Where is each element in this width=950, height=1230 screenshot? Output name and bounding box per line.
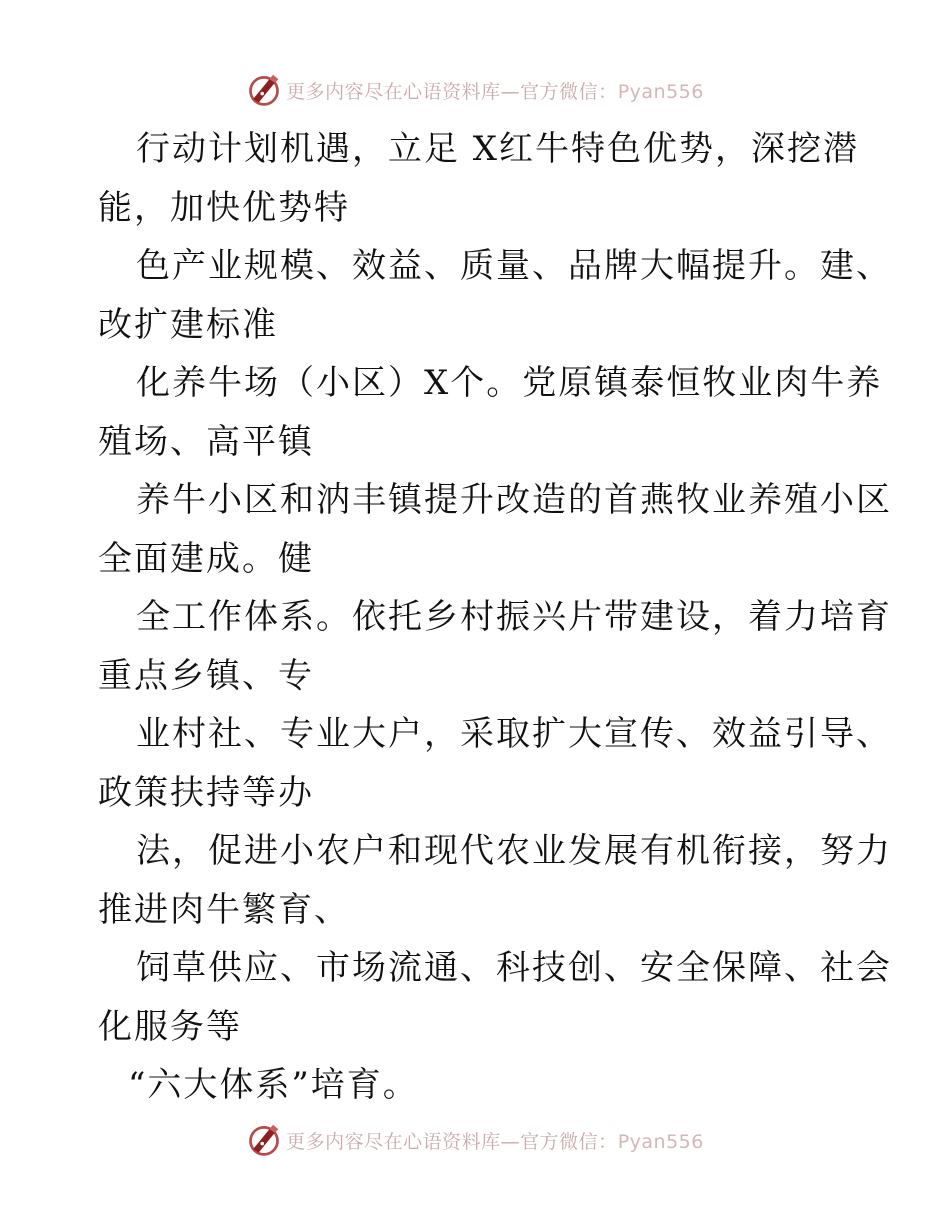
paragraph-line: 化养牛场（小区）X个。党原镇泰恒牧业肉牛养 [136,363,883,403]
paragraph-9 [98,1056,858,1115]
watermark-banner-top [0,70,950,110]
watermark-official-text: 官方微信： [520,80,618,103]
paragraph-line: “六大体系”培育。 [128,1065,419,1105]
watermark-separator: — [500,80,521,103]
paragraph-line: 改扩建标准 [98,304,278,345]
watermark-wechat-id: Pyan556 [617,1130,704,1153]
paragraph-1 [98,120,858,237]
watermark-separator: — [500,1130,521,1153]
paragraph-line: 殖场、高平镇 [98,421,314,462]
paragraph-line: 色产业规模、效益、质量、品牌大幅提升。建、 [136,246,892,286]
paragraph-line: 法，促进小农户和现代农业发展有机衔接，努力 [136,831,892,871]
paragraph-line: 业村社、专业大户，采取扩大宣传、效益引导、 [136,714,892,754]
pen-nib-logo-icon [246,1122,282,1158]
paragraph-6 [98,705,892,822]
paragraph-line: 重点乡镇、专 [98,655,314,696]
watermark-text [286,77,704,104]
watermark-text [286,1127,704,1154]
paragraph-line: 推进肉牛繁育、 [98,889,350,930]
watermark-site-text: 更多内容尽在心语资料库 [286,1130,501,1153]
paragraph-line: 全工作体系。依托乡村振兴片带建设，着力培育 [136,597,892,637]
paragraph-line: 行动计划机遇，立足 X红牛特色优势，深挖潜 [136,129,860,169]
watermark-official-text: 官方微信： [520,1130,618,1153]
paragraph-8 [98,939,892,1056]
paragraph-line: 化服务等 [98,1006,242,1047]
paragraph-5 [98,588,892,705]
watermark-banner-bottom [0,1120,950,1160]
paragraph-line: 全面建成。健 [98,538,314,579]
paragraph-line: 饲草供应、市场流通、科技创、安全保障、社会 [136,948,892,988]
paragraph-line: 政策扶持等办 [98,772,314,813]
watermark-site-text: 更多内容尽在心语资料库 [286,80,501,103]
watermark-wechat-id: Pyan556 [617,80,704,103]
paragraph-7 [98,822,892,939]
paragraph-line: 能，加快优势特 [98,187,350,228]
paragraph-4 [98,471,892,588]
paragraph-line: 养牛小区和汭丰镇提升改造的首燕牧业养殖小区 [136,480,892,520]
pen-nib-logo-icon [246,72,282,108]
document-body [98,120,892,1115]
paragraph-3 [98,354,883,471]
paragraph-2 [98,237,892,354]
